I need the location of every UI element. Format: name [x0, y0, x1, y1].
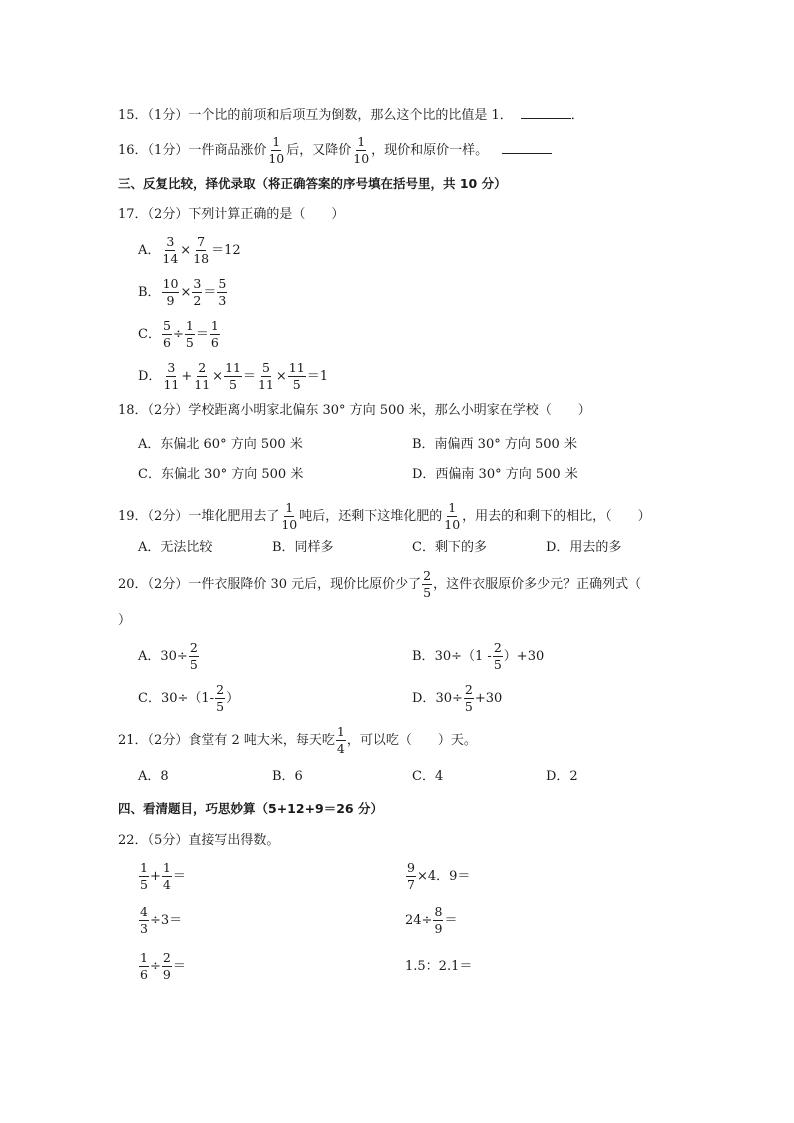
q20-option-b: B．30÷（1 - $\frac{2}{5}$ ）+30 — [412, 640, 545, 672]
answer-blank — [521, 106, 571, 119]
q22-expr-5: $\frac{1}{6}$ ÷ $\frac{2}{9}$ ＝ — [140, 950, 186, 982]
q19-option-c: C．剩下的多 — [412, 540, 487, 555]
q19-option-b: B．同样多 — [272, 540, 334, 555]
q22-expr-2: $\frac{9}{7}$ ×4．9＝ — [407, 860, 471, 892]
question-17-stem: 17．（2分）下列计算正确的是（ ） — [118, 207, 345, 222]
q20-option-a: A．30÷ $\frac{2}{5}$ — [138, 640, 198, 672]
q21-option-a: A．8 — [138, 769, 169, 784]
q17-option-a: A． $\frac{3}{14}$ × $\frac{7}{18}$ ＝12 — [138, 234, 241, 266]
q18-option-c: C．东偏北 30° 方向 500 米 — [138, 467, 304, 482]
question-18-stem: 18．（2分）学校距离小明家北偏东 30° 方向 500 米，那么小明家在学校（ ） — [118, 403, 591, 418]
fraction: $\frac{1}{10}$ — [353, 134, 370, 166]
q21-option-d: D．2 — [546, 769, 578, 784]
question-16: 16．（1分）一件商品涨价 $\frac{1}{10}$ 后，又降价 $\frac{1}{10}$ ，现价和原价一样。 — [118, 136, 552, 165]
q21-option-c: C．4 — [412, 769, 444, 784]
question-19-stem: 19．（2分）一堆化肥用去了 $\frac{1}{10}$ 吨后，还剩下这堆化肥的 $\frac{1}{10}$ ，用去的和剩下的相比，（ ） — [118, 500, 651, 532]
q22-expr-1: $\frac{1}{5}$ + $\frac{1}{4}$ ＝ — [140, 860, 186, 892]
question-20-continued: ） — [118, 613, 132, 628]
q17-option-b: B． $\frac{10}{9}$ × $\frac{3}{2}$ ＝ $\frac{5}{3}$ — [138, 276, 227, 308]
q19-option-a: A．无法比较 — [138, 540, 213, 555]
question-22-stem: 22．（5分）直接写出得数。 — [118, 833, 280, 848]
q21-option-b: B．6 — [272, 769, 303, 784]
q18-option-a: A．东偏北 60° 方向 500 米 — [138, 437, 303, 452]
q17-option-d: D． $\frac{3}{11}$ + $\frac{2}{11}$ × $\frac{11}{5}$ ＝ $\frac{5}{11}$ × $\frac{11}{5}$ ＝1 — [138, 360, 328, 392]
q15-text: 15．（1分）一个比的前项和后项互为倒数，那么这个比的比值是 1． — [118, 108, 513, 123]
q18-option-d: D．西偏南 30° 方向 500 米 — [412, 467, 578, 482]
question-21-stem: 21．（2分）食堂有 2 吨大米，每天吃 $\frac{1}{4}$ ，可以吃（ ）天。 — [118, 724, 477, 756]
q20-option-d: D．30÷ $\frac{2}{5}$ +30 — [412, 682, 503, 714]
q19-option-d: D．用去的多 — [546, 540, 622, 555]
q22-expr-4: 24÷ $\frac{8}{9}$ ＝ — [405, 904, 458, 936]
q17-option-c: C． $\frac{5}{6}$ ÷ $\frac{1}{5}$ ＝ $\frac{1}{6}$ — [138, 318, 219, 350]
q22-expr-3: $\frac{4}{3}$ ÷3＝ — [140, 904, 183, 936]
question-15: 15．（1分）一个比的前项和后项互为倒数，那么这个比的比值是 1． ． — [118, 108, 584, 123]
section-3-heading: 三、反复比较，择优录取（将正确答案的序号填在括号里，共 10 分） — [118, 176, 507, 191]
q18-option-b: B．南偏西 30° 方向 500 米 — [412, 437, 577, 452]
q22-expr-6: 1.5：2.1＝ — [405, 959, 473, 974]
fraction: $\frac{1}{10}$ — [268, 134, 285, 166]
q20-option-c: C．30÷（1- $\frac{2}{5}$ ） — [138, 682, 240, 714]
answer-blank — [502, 141, 552, 154]
question-20-stem: 20．（2分）一件衣服降价 30 元后，现价比原价少了 $\frac{2}{5}$ ，这件衣服原价多少元？正确列式（ — [118, 568, 642, 600]
section-4-heading: 四、看清题目，巧思妙算（5+12+9＝26 分） — [118, 801, 383, 816]
